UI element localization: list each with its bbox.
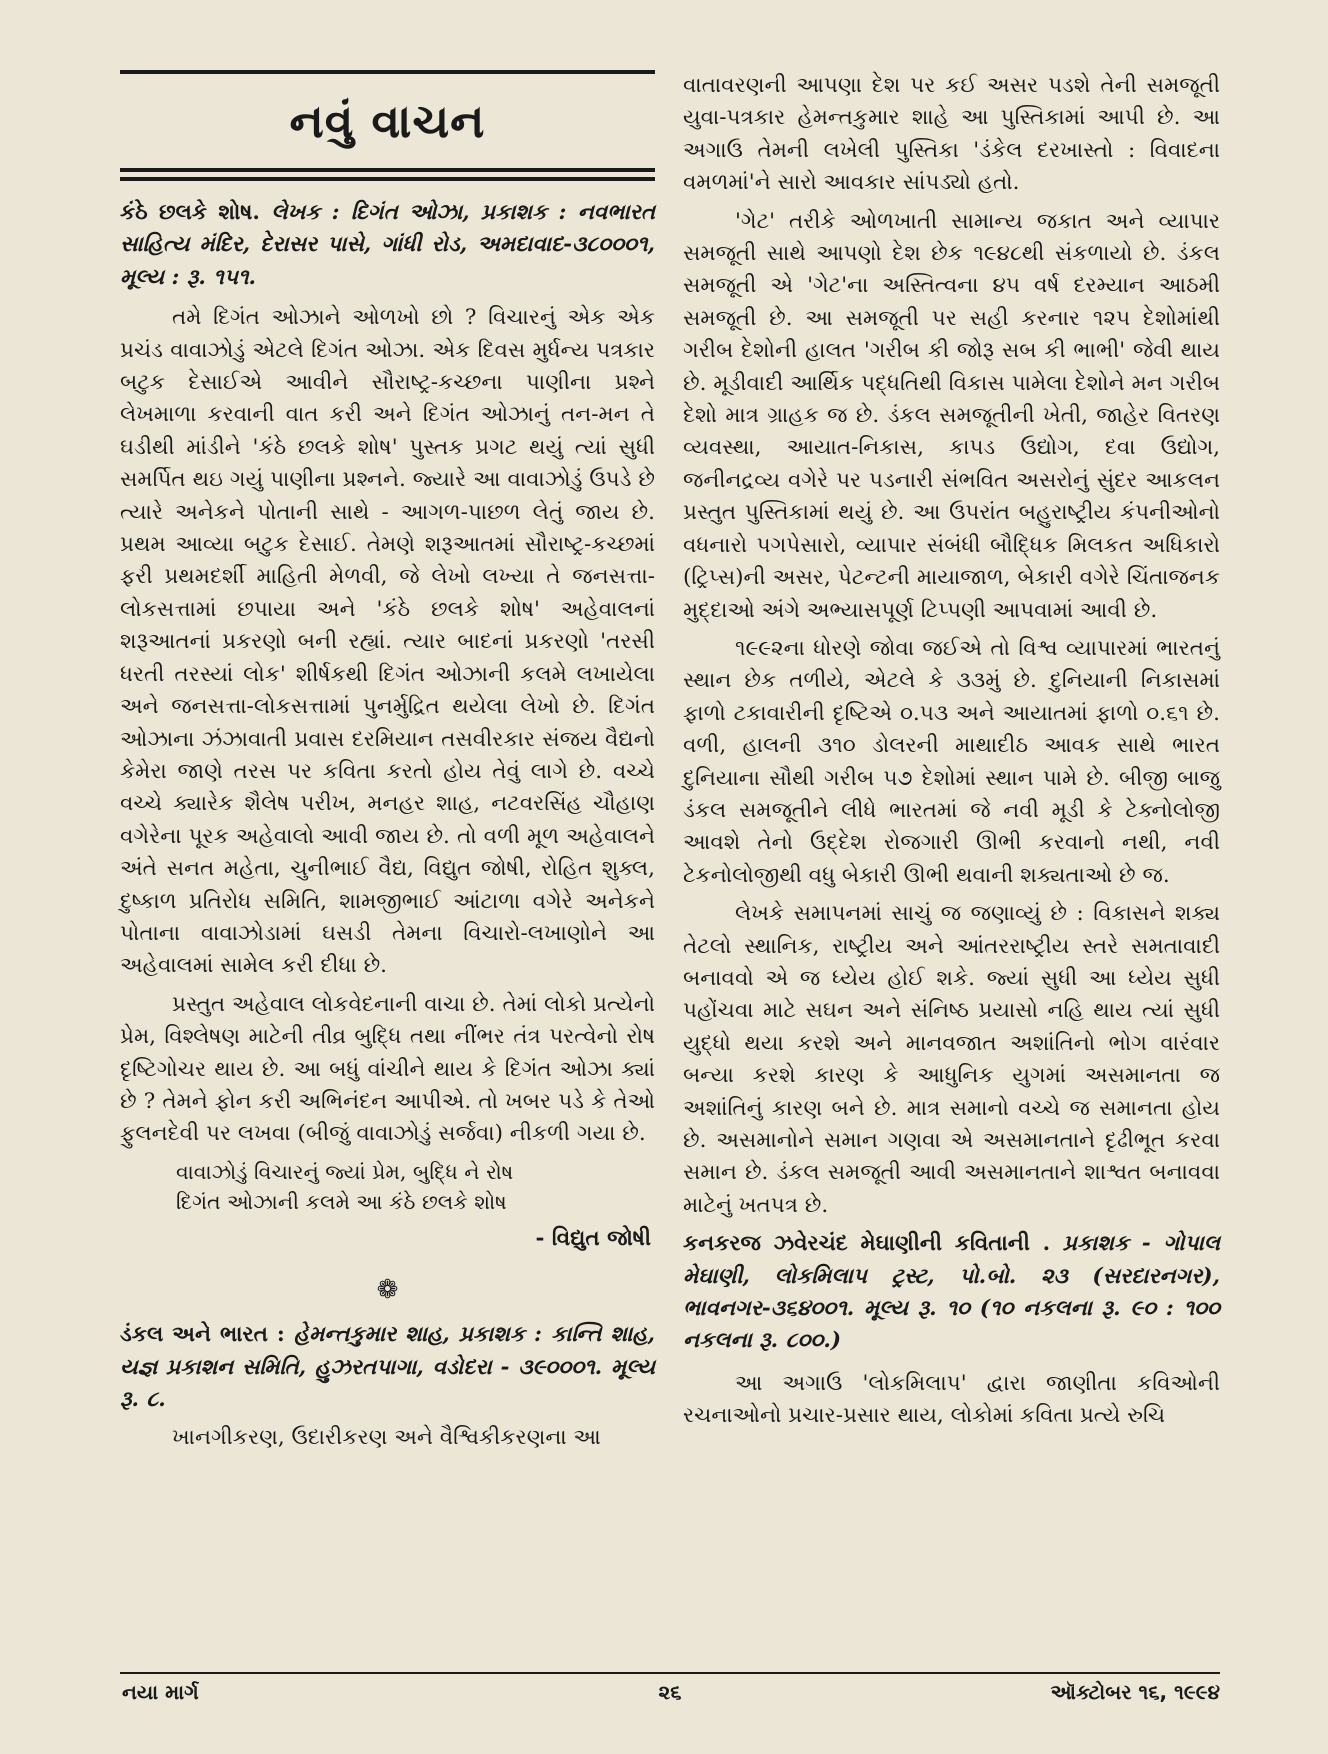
book-entry-2	[120, 1319, 655, 1416]
review-paragraph: ખાનગીકરણ, ઉદારીકરણ અને વૈશ્વિકીકરણના આ	[172, 1425, 601, 1451]
book-title-3: કનકરજ ઝવેરચંદ મેઘાણીની કવિતાની .	[683, 1231, 1051, 1257]
book-entry-1	[120, 197, 655, 294]
review-paragraph: તમે દિગંત ઓઝાને ઓળખો છો ? વિચારનું એક એક પ્રચંડ વાવાઝોડું એટલે દિગંત ઓઝા. એક દિવસ મુર્ધન્ય પત્રકાર બટુક દેસાઈએ આવીને સૌરાષ્ટ્ર-કચ્છના પાણીના પ્રશ્ને લેખમાળા કરવાની વાત કરી અને દિગંત ઓઝાનું તન-મન તે ઘડીથી માંડીને 'કંઠે છલકે શોષ' પુસ્તક પ્રગટ થયું ત્યાં સુધી સમર્પિત થઇ ગયું પાણીના પ્રશ્નને. જ્યારે આ વાવાઝોડું ઉપડે છે ત્યારે અનેકને પોતાની સાથે - આગળ-પાછળ લેતું જાય છે. પ્રથમ આવ્યા બટુક દેસાઈ. તેમણે શરૂઆતમાં સૌરાષ્ટ્ર-કચ્છમાં ફરી પ્રથમદર્શી માહિતી મેળવી, જે લેખો લખ્યા તે જનસત્તા-લોકસત્તામાં છપાયા અને 'કંઠે છલકે શોષ' અહેવાલનાં શરૂઆતનાં પ્રકરણો બની રહ્યાં. ત્યાર બાદનાં પ્રકરણો 'તરસી ધરતી તરસ્યાં લોક' શીર્ષકથી દિગંત ઓઝાની કલમે લખાયેલા અને જનસત્તા-લોકસત્તામાં પુનર્મુદ્રિત થયેલા લેખો છે. દિગંત ઓઝાના ઝંઝાવાતી પ્રવાસ દરમિયાન તસવીરકાર સંજય વૈદ્યનો કેમેરા જાણે તરસ પર કવિતા કરતો હોય તેવું લાગે છે. વચ્ચે વચ્ચે ક્યારેક શૈલેષ પરીખ, મનહર શાહ, નટવરસિંહ ચૌહાણ વગેરેના પૂરક અહેવાલો આવી જાય છે. તો વળી મૂળ અહેવાલને અંતે સનત મહેતા, ચુનીભાઈ વૈદ્ય, વિદ્યુત જોષી, રોહિત શુક્લ, દુષ્કાળ પ્રતિરોધ સમિતિ, શામજીભાઈ આંટાળા વગેરે અનેકને પોતાના વાવાઝોડામાં ઘસડી તેમના વિચારો-લખાણોને આ અહેવાલમાં સામેલ કરી દીધા છે.	[120, 305, 655, 979]
footer-date: ઑક્ટોબર ૧૬, ૧૯૯૪	[1050, 1680, 1220, 1704]
book-details-2: હેમન્તકુમાર શાહ, પ્રકાશક : કાન્તિ શાહ, યજ્ઞ પ્રકાશન સમિતિ, હુઝરતપાગા, વડોદરા - ૩૯૦૦૦૧. મૂલ્ય રૂ. ૮.	[120, 1322, 655, 1412]
book-title-2: ડંકલ અને ભારત :	[120, 1322, 285, 1348]
footer-magazine-name: નયા માર્ગ	[122, 1680, 199, 1704]
book-details-1: લેખક : દિગંત ઓઝા, પ્રકાશક : નવભારત સાહિત્ય મંદિર, દેરાસર પાસે, ગાંધી રોડ, અમદાવાદ-૩૮૦૦૦૧, મૂલ્ય : રૂ. ૧૫૧.	[120, 200, 655, 290]
review-paragraph: આ અગાઉ 'લોકમિલાપ' દ્વારા જાણીતા કવિઓની રચનાઓનો પ્રચાર-પ્રસાર થાય, લોકોમાં કવિતા પ્રત્યે રુચિ	[683, 1370, 1220, 1429]
verse-line-1: વાવાઝોડું વિચારનું જ્યાં પ્રેમ, બુદ્ધિ ને રોષ	[176, 1159, 514, 1184]
right-column	[683, 70, 1220, 1433]
verse	[176, 1157, 655, 1217]
review-paragraph: લેખકે સમાપનમાં સાચું જ જણાવ્યું છે : વિકાસને શક્ય તેટલો સ્થાનિક, રાષ્ટ્રીય અને આંતરરાષ્ટ્રીય સ્તરે સમતાવાદી બનાવવો એ જ ધ્યેય હોઈ શકે. જ્યાં સુધી આ ધ્યેય સુધી પહોંચવા માટે સઘન અને સંનિષ્ઠ પ્રયાસો નહિ થાય ત્યાં સુધી યુદ્ધો થયા કરશે અને માનવજાત અશાંતિનો ભોગ વારંવાર બન્યા કરશે કારણ કે આધુનિક યુગમાં અસમાનતા જ અશાંતિનું કારણ બને છે. માત્ર સમાનો વચ્ચે જ સમાનતા હોય છે. અસમાનોને સમાન ગણવા એ અસમાનતાને દૃઢીભૂત કરવા સમાન છે. ડંકલ સમજૂતી આવી અસમાનતાને શાશ્વત બનાવવા માટેનું ખતપત્ર છે.	[683, 901, 1220, 1218]
reviewer-signature: - વિદ્યુત જોષી	[535, 1225, 651, 1251]
book-title-1: કંઠે છલકે શોષ.	[120, 200, 260, 225]
review-paragraph: 'ગેટ' તરીકે ઓળખાતી સામાન્ય જકાત અને વ્યાપાર સમજૂતી સાથે આપણો દેશ છેક ૧૯૪૮થી સંકળાયો છે. ડંકલ સમજૂતી એ 'ગેટ'ના અસ્તિત્વના ૪૫ વર્ષ દરમ્યાન આઠમી સમજૂતી છે. આ સમજૂતી પર સહી કરનાર ૧૨૫ દેશોમાંથી ગરીબ દેશોની હાલત 'ગરીબ કી જોરૂ સબ કી ભાભી' જેવી થાય છે. મૂડીવાદી આર્થિક પદ્ધતિથી વિકાસ પામેલા દેશોને મન ગરીબ દેશો માત્ર ગ્રાહક જ છે. ડંકલ સમજૂતીની ખેતી, જાહેર વિતરણ વ્યવસ્થા, આયાત-નિકાસ, કાપડ ઉદ્યોગ, દવા ઉદ્યોગ, જનીનદ્રવ્ય વગેરે પર પડનારી સંભવિત અસરોનું સુંદર આકલન પ્રસ્તુત પુસ્તિકામાં થયું છે. આ ઉપરાંત બહુરાષ્ટ્રીય કંપનીઓનો વધનારો પગપેસારો, વ્યાપાર સંબંધી બૌદ્ધિક મિલકત અધિકારો (ટ્રિપ્સ)ની અસર, પેટન્ટની માયાજાળ, બેકારી વગેરે ચિંતાજનક મુદ્દાઓ અંગે અભ્યાસપૂર્ણ ટિપ્પણી આપવામાં આવી છે.	[683, 208, 1220, 623]
book-details-3: પ્રકાશક - ગોપાલ મેઘાણી, લોકમિલાપ ટ્રસ્ટ, પો.બો. ૨૩ (સરદારનગર), ભાવનગર-૩૬૪૦૦૧. મૂલ્ય રૂ. ૧૦ (૧૦ નકલના રૂ. ૯૦ : ૧૦૦ નકલના રૂ. ૮૦૦.)	[683, 1231, 1220, 1354]
footer-rule	[120, 1672, 1220, 1674]
section-heading: નવું વાચન	[289, 94, 486, 148]
heading-double-rule	[120, 168, 655, 181]
flower-ornament-icon: ❁	[376, 1275, 399, 1306]
verse-line-2: દિગંત ઓઝાની કલમે આ કંઠે છલકે શોષ	[176, 1189, 507, 1214]
review-paragraph: પ્રસ્તુત અહેવાલ લોકવેદનાની વાચા છે. તેમાં લોકો પ્રત્યેનો પ્રેમ, વિશ્લેષણ માટેની તીવ્ર બુદ્ધિ તથા નીંભર તંત્ર પરત્વેનો રોષ દૃષ્ટિગોચર થાય છે. આ બધું વાંચીને થાય કે દિગંત ઓઝા ક્યાં છે ? તેમને ફોન કરી અભિનંદન આપીએ. તો ખબર પડે કે તેઓ ફુલનદેવી પર લખવા (બીજું વાવાઝોડું સર્જવા) નીકળી ગયા છે.	[120, 991, 655, 1147]
review-paragraph: ૧૯૯૨ના ધોરણે જોવા જઈએ તો વિશ્વ વ્યાપારમાં ભારતનું સ્થાન છેક તળીયે, એટલે કે ૩૩મું છે. દુનિયાની નિકાસમાં ફાળો ટકાવારીની દૃષ્ટિએ ૦.૫૩ અને આયાતમાં ફાળો ૦.૬૧ છે. વળી, હાલની ૩૧૦ ડોલરની માથાદીઠ આવક સાથે ભારત દુનિયાના સૌથી ગરીબ ૫૭ દેશોમાં સ્થાન પામે છે. બીજી બાજુ ડંકલ સમજૂતીને લીધે ભારતમાં જે નવી મૂડી કે ટેક્નોલોજી આવશે તેનો ઉદ્દેશ રોજગારી ઊભી કરવાનો નથી, નવી ટેકનોલોજીથી વધુ બેકારી ઊભી થવાની શક્યતાઓ છે જ.	[683, 635, 1220, 888]
book-entry-3	[683, 1228, 1220, 1358]
left-column	[120, 70, 655, 1455]
review-paragraph: વાતાવરણની આપણા દેશ પર કઈ અસર પડશે તેની સમજૂતી યુવા-પત્રકાર હેમન્તકુમાર શાહે આ પુસ્તિકામાં આપી છે. આ અગાઉ તેમની લખેલી પુસ્તિકા 'ડંકેલ દરખાસ્તો : વિવાદના વમળમાં'ને સારો આવકાર સાંપડ્યો હતો.	[683, 73, 1220, 196]
footer-page-number: ૨૬	[658, 1680, 682, 1704]
top-rule	[120, 70, 655, 74]
